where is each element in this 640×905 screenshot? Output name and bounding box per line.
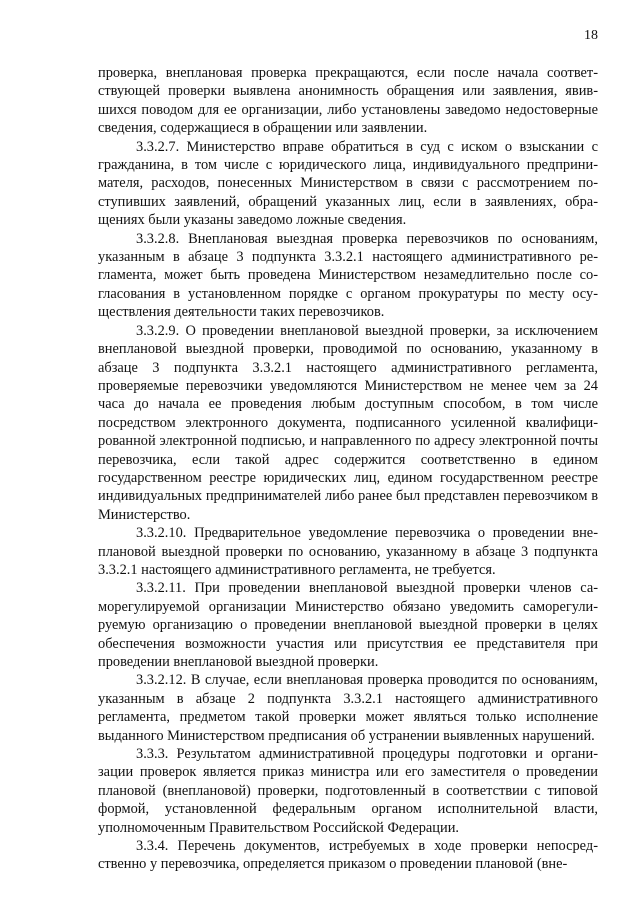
paragraph-3-3-2-8: 3.3.2.8. Внеплановая выездная проверка перевозчиков по основаниям, указанным в абзаце 3 подпункта 3.3.2.1 настоящего административного регламента, может быть проведена Министерством незамедлительно после согласования в установленном порядке с органом прокуратуры по месту осуществления деятельности таких перевозчиков. bbox=[98, 230, 598, 321]
page-number: 18 bbox=[584, 28, 598, 43]
paragraph-3-3-3: 3.3.3. Результатом административной процедуры подготовки и организации проверок является приказ министра или его заместителя о проведении плановой (внеплановой) проверки, подготовленный в соответствии с типовой формой, установленной федеральным органом исполнительной власти, уполномоченным Правительством Российской Федерации. bbox=[98, 746, 598, 836]
paragraph-3-3-2-9: 3.3.2.9. О проведении внеплановой выездной проверки, за исключением внеплановой выездной проверки, проводимой по основанию, указанному в абзаце 3 подпункта 3.3.2.1 настоящего административного регламента, проверяемые перевозчики уведомляются Министерством не менее чем за 24 часа до начала ее проведения любым доступным способом, в том числе посредством электронного документа, подписанного усиленной квалифицированной электронной подписью, и направленного по адресу электронной почты перевозчика, если такой адрес содержится соответственно в едином государственном реестре юридических лиц, едином государственном реестре индивидуальных предпринимателей либо ранее был представлен перевозчиком в Министерство. bbox=[98, 322, 598, 523]
paragraph-3-3-2-7: 3.3.2.7. Министерство вправе обратиться в суд с иском о взыскании с гражданина, в том числе с юридического лица, индивидуального предпринимателя, расходов, понесенных Министерством в связи с рассмотрением поступивших заявлений, обращений указанных лиц, если в заявлениях, обращениях были указаны заведомо ложные сведения. bbox=[98, 138, 598, 229]
paragraph-3-3-2-12: 3.3.2.12. В случае, если внеплановая проверка проводится по основаниям, указанным в абзаце 2 подпункта 3.3.2.1 настоящего административного регламента, предметом такой проверки может являться только исполнение выданного Министерством предписания об устранении выявленных нарушений. bbox=[98, 672, 598, 744]
paragraph-continuation: проверка, внеплановая проверка прекращаются, если после начала соответствующей проверки выявлена анонимность обращения или заявления, явившихся поводом для ее организации, либо установлены заведомо недостоверные сведения, содержащиеся в обращении или заявлении. bbox=[98, 65, 598, 137]
paragraph-3-3-4: 3.3.4. Перечень документов, истребуемых в ходе проверки непосредственно у перевозчика, определяется приказом о проведении плановой (вне- bbox=[98, 838, 598, 873]
paragraph-3-3-2-10: 3.3.2.10. Предварительное уведомление перевозчика о проведении внеплановой выездной проверки по основанию, указанному в абзаце 3 подпункта 3.3.2.1 настоящего административного регламента, не требуется. bbox=[98, 525, 598, 578]
paragraph-3-3-2-11: 3.3.2.11. При проведении внеплановой выездной проверки членов саморегулируемой организации Министерство обязано уведомить саморегулируемую организацию о проведении внеплановой выездной проверки в целях обеспечения возможности участия или присутствия ее представителя при проведении внеплановой выездной проверки. bbox=[98, 580, 598, 670]
document-body bbox=[98, 64, 598, 874]
